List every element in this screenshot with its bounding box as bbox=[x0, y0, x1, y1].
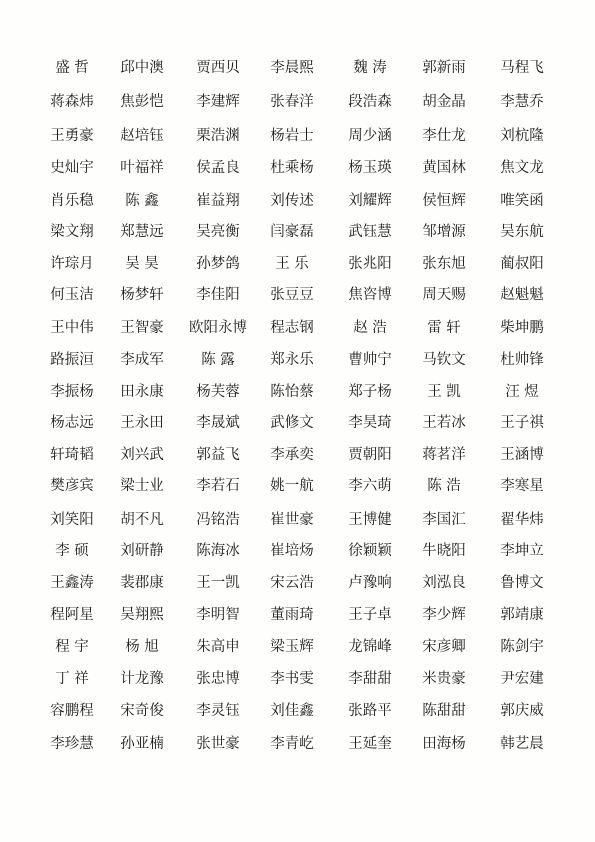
student-name: 鲁博文 bbox=[500, 575, 544, 591]
student-name: 刘佳鑫 bbox=[270, 702, 314, 719]
name-row bbox=[40, 605, 580, 637]
student-name: 李国汇 bbox=[422, 511, 466, 528]
student-name: 李承奕 bbox=[270, 447, 314, 464]
student-name: 王 凯 bbox=[427, 383, 461, 400]
student-name: 冯铭浩 bbox=[196, 511, 240, 528]
student-name: 蒋茗洋 bbox=[422, 447, 466, 464]
name-row bbox=[40, 219, 580, 251]
student-name: 牛晓阳 bbox=[422, 542, 466, 559]
student-name: 侯恒辉 bbox=[422, 192, 466, 209]
student-name: 刘杭隆 bbox=[500, 128, 544, 145]
name-row bbox=[40, 122, 580, 154]
student-name: 黄国林 bbox=[422, 159, 466, 176]
student-name: 郭新雨 bbox=[422, 60, 466, 76]
student-name: 贾朝阳 bbox=[348, 447, 392, 464]
student-name: 邱中澳 bbox=[120, 60, 164, 76]
student-name: 樊彦宾 bbox=[50, 478, 94, 495]
student-name: 李青屹 bbox=[270, 735, 314, 752]
name-row bbox=[40, 509, 580, 541]
student-name: 吴东航 bbox=[500, 223, 544, 240]
name-row bbox=[40, 444, 580, 476]
student-name: 王中伟 bbox=[50, 319, 94, 336]
student-name: 崔培炀 bbox=[270, 542, 314, 559]
student-name: 武修文 bbox=[270, 415, 314, 432]
student-name: 张豆豆 bbox=[270, 287, 314, 304]
name-row bbox=[40, 670, 580, 702]
student-name: 郭益飞 bbox=[196, 447, 240, 464]
student-name: 王涵博 bbox=[500, 447, 544, 464]
student-name: 邹增源 bbox=[422, 223, 466, 240]
student-name: 李仕龙 bbox=[422, 128, 466, 145]
student-name: 陈 露 bbox=[201, 351, 235, 368]
student-name: 李晨熙 bbox=[270, 60, 314, 76]
student-name: 吴亮衡 bbox=[196, 223, 240, 240]
student-name: 贾西贝 bbox=[196, 60, 240, 76]
student-name: 徐颖颖 bbox=[348, 542, 392, 559]
student-name: 段浩森 bbox=[348, 94, 392, 111]
student-name: 孙梦鸽 bbox=[196, 256, 240, 273]
student-name: 王若冰 bbox=[422, 415, 466, 432]
student-name: 李建辉 bbox=[196, 94, 240, 111]
student-name: 曹帅宁 bbox=[348, 351, 392, 368]
student-name: 柴坤鹏 bbox=[500, 319, 544, 336]
student-name: 卢豫响 bbox=[348, 575, 392, 591]
student-name: 崔益翔 bbox=[196, 192, 240, 209]
student-name: 王子卓 bbox=[348, 607, 392, 624]
student-name: 何玉洁 bbox=[50, 287, 94, 304]
name-row bbox=[40, 637, 580, 669]
student-name: 雷 轩 bbox=[427, 319, 461, 336]
student-name: 翟华炜 bbox=[500, 511, 544, 528]
student-name: 李佳阳 bbox=[196, 287, 240, 304]
name-row bbox=[40, 187, 580, 219]
student-name: 王鑫涛 bbox=[50, 575, 94, 591]
student-name: 叶福祥 bbox=[120, 159, 164, 176]
student-name: 王博健 bbox=[348, 511, 392, 528]
name-row bbox=[40, 541, 580, 573]
student-name: 赵 浩 bbox=[353, 319, 387, 336]
student-name: 郭靖康 bbox=[500, 607, 544, 624]
student-name: 焦文龙 bbox=[500, 159, 544, 176]
student-name: 赵培钰 bbox=[120, 128, 164, 145]
student-name: 史灿宇 bbox=[50, 159, 94, 176]
name-row bbox=[40, 734, 580, 766]
student-name: 杨志远 bbox=[50, 415, 94, 432]
student-name: 陈 浩 bbox=[427, 478, 461, 495]
name-row bbox=[40, 476, 580, 508]
student-name: 轩琦韬 bbox=[50, 447, 94, 464]
student-name: 李若石 bbox=[196, 478, 240, 495]
student-name: 周少涵 bbox=[348, 128, 392, 145]
student-name: 李 硕 bbox=[55, 542, 89, 559]
student-name: 魏 涛 bbox=[353, 60, 387, 76]
student-name: 路振洹 bbox=[50, 351, 94, 368]
student-name: 尹宏建 bbox=[500, 670, 544, 687]
student-name: 张忠博 bbox=[196, 670, 240, 687]
student-name: 杜帅锋 bbox=[500, 351, 544, 368]
student-name: 刘耀辉 bbox=[348, 192, 392, 209]
student-name: 杨梦轩 bbox=[120, 287, 164, 304]
student-name: 陈剑宇 bbox=[500, 639, 544, 656]
student-name: 宋云浩 bbox=[270, 575, 314, 591]
student-name: 宋奇俊 bbox=[120, 702, 164, 719]
student-name: 张路平 bbox=[348, 702, 392, 719]
student-name: 李六萌 bbox=[348, 478, 392, 495]
student-name: 韩艺晨 bbox=[500, 735, 544, 752]
student-name: 容鹏程 bbox=[50, 702, 94, 719]
name-row bbox=[40, 380, 580, 412]
name-row bbox=[40, 155, 580, 187]
student-name: 肖乐稳 bbox=[50, 192, 94, 209]
student-name: 刘笑阳 bbox=[50, 511, 94, 528]
student-name: 刘兴武 bbox=[120, 447, 164, 464]
student-name: 吴 昊 bbox=[125, 256, 159, 273]
student-name: 李成军 bbox=[120, 351, 164, 368]
student-name: 蔺叔阳 bbox=[500, 256, 544, 273]
student-name: 程志钢 bbox=[270, 319, 314, 336]
student-name: 李书雯 bbox=[270, 670, 314, 687]
student-name: 焦彭恺 bbox=[120, 94, 164, 111]
student-name: 李振杨 bbox=[50, 383, 94, 400]
student-name: 王勇豪 bbox=[50, 128, 94, 145]
student-name: 王智豪 bbox=[120, 319, 164, 336]
student-name: 刘研静 bbox=[120, 542, 164, 559]
student-name: 李甜甜 bbox=[348, 670, 392, 687]
student-name: 李寒星 bbox=[500, 478, 544, 495]
student-name: 王一凯 bbox=[196, 575, 240, 591]
student-name: 梁文翔 bbox=[50, 223, 94, 240]
student-name: 王子祺 bbox=[500, 415, 544, 432]
student-name: 李灵钰 bbox=[196, 702, 240, 719]
student-name: 蒋森炜 bbox=[50, 94, 94, 111]
student-name: 吴翔熙 bbox=[120, 607, 164, 624]
name-row bbox=[40, 412, 580, 444]
student-name: 盛 哲 bbox=[55, 60, 89, 76]
student-name: 李慧乔 bbox=[500, 94, 544, 111]
name-row bbox=[40, 58, 580, 90]
student-name: 许琮月 bbox=[50, 256, 94, 273]
student-name: 周天赐 bbox=[422, 287, 466, 304]
student-name: 陈怡蔡 bbox=[270, 383, 314, 400]
name-row bbox=[40, 316, 580, 348]
student-name: 龙锦峰 bbox=[348, 639, 392, 656]
student-name: 裴郡康 bbox=[120, 575, 164, 591]
student-name: 陈甜甜 bbox=[422, 702, 466, 719]
student-name: 姚一航 bbox=[270, 478, 314, 495]
student-name: 李明智 bbox=[196, 607, 240, 624]
student-name: 王永田 bbox=[120, 415, 164, 432]
student-name: 陈海冰 bbox=[196, 542, 240, 559]
student-name: 梁玉辉 bbox=[270, 639, 314, 656]
student-name: 张东旭 bbox=[422, 256, 466, 273]
student-name: 王 乐 bbox=[275, 256, 309, 273]
student-name: 李坤立 bbox=[500, 542, 544, 559]
student-name: 杨岩士 bbox=[270, 128, 314, 145]
name-row bbox=[40, 348, 580, 380]
name-list bbox=[40, 58, 580, 766]
name-row bbox=[40, 283, 580, 315]
student-name: 闫豪磊 bbox=[270, 223, 314, 240]
student-name: 田海杨 bbox=[422, 735, 466, 752]
student-name: 李晟斌 bbox=[196, 415, 240, 432]
student-name: 朱高申 bbox=[196, 639, 240, 656]
student-name: 杨玉瑛 bbox=[348, 159, 392, 176]
student-name: 杜乘杨 bbox=[270, 159, 314, 176]
student-name: 程阿星 bbox=[50, 607, 94, 624]
student-name: 丁 祥 bbox=[55, 670, 89, 687]
student-name: 梁士业 bbox=[120, 478, 164, 495]
name-row bbox=[40, 702, 580, 734]
student-name: 张兆阳 bbox=[348, 256, 392, 273]
student-name: 马程飞 bbox=[500, 60, 544, 76]
student-name: 刘泓良 bbox=[422, 575, 466, 591]
student-name: 计龙豫 bbox=[120, 670, 164, 687]
student-name: 唯笑函 bbox=[500, 192, 544, 209]
student-name: 田永康 bbox=[120, 383, 164, 400]
student-name: 刘传述 bbox=[270, 192, 314, 209]
student-name: 张世豪 bbox=[196, 735, 240, 752]
student-name: 郑慧远 bbox=[120, 223, 164, 240]
student-name: 欧阳永博 bbox=[189, 319, 247, 336]
student-name: 马钦文 bbox=[422, 351, 466, 368]
student-name: 李珍慧 bbox=[50, 735, 94, 752]
student-name: 汪 煜 bbox=[505, 383, 539, 400]
student-name: 郭庆威 bbox=[500, 702, 544, 719]
student-name: 杨芙蓉 bbox=[196, 383, 240, 400]
student-name: 陈 鑫 bbox=[125, 192, 159, 209]
student-name: 郑子杨 bbox=[348, 383, 392, 400]
student-name: 董雨琦 bbox=[270, 607, 314, 624]
student-name: 赵魁魁 bbox=[500, 287, 544, 304]
student-name: 崔世豪 bbox=[270, 511, 314, 528]
student-name: 郑永乐 bbox=[270, 351, 314, 368]
student-name: 胡不凡 bbox=[120, 511, 164, 528]
student-name: 胡金晶 bbox=[422, 94, 466, 111]
name-row bbox=[40, 251, 580, 283]
student-name: 侯孟良 bbox=[196, 159, 240, 176]
student-name: 李少辉 bbox=[422, 607, 466, 624]
student-name: 宋彦卿 bbox=[422, 639, 466, 656]
student-name: 焦咨博 bbox=[348, 287, 392, 304]
student-name: 孙亚楠 bbox=[120, 735, 164, 752]
student-name: 杨 旭 bbox=[125, 639, 159, 656]
student-name: 程 宇 bbox=[55, 639, 89, 656]
student-name: 武钰慧 bbox=[348, 223, 392, 240]
student-name: 张春洋 bbox=[270, 94, 314, 111]
student-name: 栗浩渊 bbox=[196, 128, 240, 145]
name-row bbox=[40, 573, 580, 605]
name-row bbox=[40, 90, 580, 122]
student-name: 米贵豪 bbox=[422, 670, 466, 687]
student-name: 王延奎 bbox=[348, 735, 392, 752]
student-name: 李昊琦 bbox=[348, 415, 392, 432]
